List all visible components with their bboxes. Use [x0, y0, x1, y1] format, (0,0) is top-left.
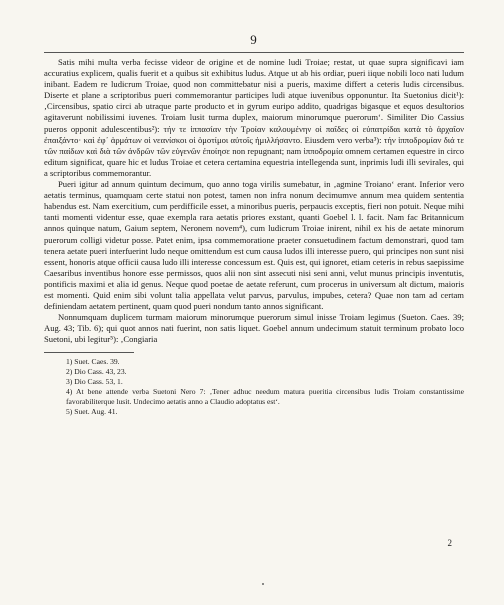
footnote-rule [44, 352, 134, 353]
paragraph-1: Satis mihi multa verba fecisse videor de origine et de nomine ludi Troiae; restat, ut quae supra significavi iam accuratius explicem, qualis fuerit et a quibus sit exhibitus ludus. Atque ut ab his ordiar, pueri iique nobili loco nati ludum inibant. Eadem re ludicrum Troiae, quod non committebatur nisi a pueris, maxime differt a ceteris ludis circensibus. Diserte et plane a scriptoribus pueri commemorantur participes ludi atque iuvenibus opponuntur. Ita Suetonius dicit¹): ‚Circensibus, spatio circi ab utraque parte producto et in gyrum euripo addito, quadrigas bigasque et equos desultorios agitaverunt nobilissimi iuvenes. Troiam lusit turma duplex, maiorum minorumque puerorum‘. Similiter Dio Cassius pueros opponit adulescentibus²): τήν τε ἱππασίαν τὴν Τροίαν καλουμένην οἱ παῖδες οἱ εὐπατρίδαι κατὰ τὸ ἀρχαῖον ἐπαιξάντο· καὶ ἐφ᾽ ἁρμάτων οἱ νεανίσκοι οἱ ὁμοτίμοι αὐτοῖς ἡμιλλήσαντο. Eiusdem vero verba³): τήν ἱπποδρομίαν διά τε τῶν παίδων καὶ διὰ τῶν ἀνδρῶν τῶν εὐγενῶν ἐποίησε non repugnant; nam ἱπποδρομία omnem certamen equestre in circo editum significat, quare hic et ludus Troiae et cetera certamina equestria intellegenda sunt, inprimis ludi illi sevirales, qui a scriptoribus commemorantur. [44, 57, 464, 178]
footnote-5: 5) Suet. Aug. 41. [66, 407, 118, 417]
print-speck [262, 583, 264, 585]
paragraph-2: Pueri igitur ad annum quintum decimum, quo anno toga virilis sumebatur, in ‚agmine Troiano‘ erant. Inferior vero aetatis terminus, quamquam certe statui non potest, tamen non infra nonum decimumve annum mea quidem sententia habendus est. Nam exercitium, cum perdifficile esset, a minoribus pueris, perpaucis exceptis, fieri non potuit. Neque mihi tanti momenti videntur esse, quae exempla rara aetatis priores exstant, quanti Goebel l. l. facit. Nam fac Britannicum annos quinque natum, Gaium septem, Neronem novem⁴), cum ludicrum Troiae inirent, nihil ex his de aetate minorum puerorum colligi videtur posse. Patet enim, ipsa commemoratione praeter consuetudinem factum demonstrari, quod tam tenera aetate pueri interfuerint ludo neque omittendum est cum causa ludos illi interesse puero, qui principes non sunt nisi essent, honoris atque officii causa ludo illi interesse concessum est. Quis est, qui ignoret, etiam ceteris in rebus saepissime Caesaribus inventibus honore esse permissos, quos alii non sint assecuti nisi seni anni, velut munus principis inventutis, pontificis maximi et alia id genus. Neque quod poetae de aetate referunt, cum procerus in universum alt dictum, maioris est momenti. Quid enim sibi volunt talia appellata velut parvus, parvulus, impubes, cetera? Quae non tam ad certam definiendam aetatem pertinent, quam quod pueri nondum tanto annos significant. [44, 179, 464, 312]
page-number: 9 [250, 32, 258, 47]
footnotes [44, 357, 464, 417]
header-rule [44, 52, 464, 53]
signature-mark: 2 [447, 538, 452, 548]
footnote-1: 1) Suet. Caes. 39. [66, 357, 120, 367]
footnote-4: 4) At bene attende verba Suetoni Nero 7: ‚Tener adhuc needum matura pueritia circensibus ludis Troiam constantissime favorabiliterque lusit. Undecimo aetatis anno a Claudio adoptatus est‘. [66, 387, 464, 407]
paragraph-3: Nonnumquam duplicem turmam maiorum minorumque puerorum simul inisse Troiam legimus (Sueton. Caes. 39; Aug. 43; Tib. 6); qui quot annos nati fuerint, non satis liquet. Goebel annum undecimum statuit terminum probato loco Suetoni, ubi legitur⁵): ‚Congiaria [44, 312, 464, 345]
footnote-2: 2) Dio Cass. 43, 23. [66, 367, 127, 377]
footnote-3: 3) Dio Cass. 53, 1. [66, 377, 123, 387]
body-text [44, 57, 464, 345]
